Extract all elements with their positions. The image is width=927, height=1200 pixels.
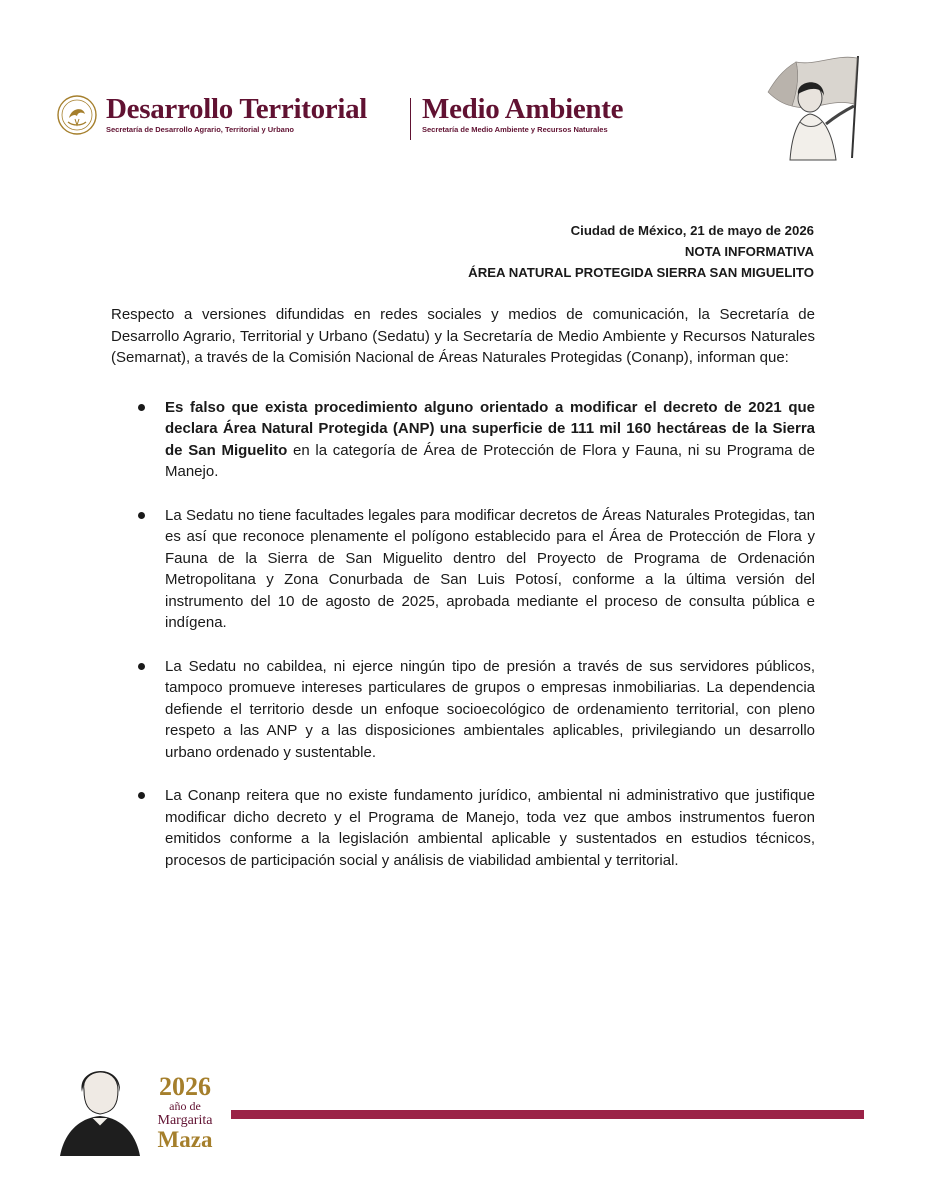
- bullet-list: [111, 397, 815, 872]
- year-line-3: Maza: [157, 1127, 213, 1152]
- intro-paragraph: Respecto a versiones difundidas en redes sociales y medios de comunicación, la Secretaría de Desarrollo Agrario, Territorial y Urbano (Sedatu) y la Secretaría de Medio Ambiente y Recursos Naturales (Semarnat), a través de la Comisión Nacional de Áreas Naturales Protegidas (Conanp), informan que:: [111, 306, 815, 366]
- bullet-1-text: en la categoría de Área de Protección de Flora y Fauna, ni su Programa de Manejo.: [165, 441, 815, 480]
- brand-sedatu-title: Desarrollo Territorial: [106, 93, 368, 125]
- year-emblem: [148, 1074, 222, 1152]
- year-number: 2026: [159, 1072, 211, 1101]
- brand-semarnat: [422, 92, 623, 134]
- bullet-4-text: La Conanp reitera que no existe fundamento jurídico, ambiental ni administrativo que justifique modificar dicho decreto y el Programa de Manejo, toda vez que ambos instrumentos fueron emitidos conforme a la legislación ambiental aplicable y sustentados en estudios técnicos, procesos de participación social y análisis de viabilidad ambiental y territorial.: [165, 787, 815, 869]
- brand-separator: [410, 98, 411, 140]
- bullet-icon: [138, 663, 145, 670]
- brand-sedatu-subtitle: Secretaría de Desarrollo Agrario, Territorial y Urbano: [106, 125, 294, 134]
- mexico-coat-of-arms-icon: [56, 94, 98, 136]
- margarita-maza-portrait: [56, 1060, 144, 1156]
- bullet-icon: [138, 792, 145, 799]
- bullet-2-text: La Sedatu no tiene facultades legales para modificar decretos de Áreas Naturales Protegidas, tan es así que reconoce plenamente el polígono establecido para el Área de Protección de Flora y Fauna de la Sierra de San Miguelito dentro del Proyecto de Programa de Ordenación Metropolitana y Zona Conurbada de San Luis Potosí, conforme a la última versión del instrumento del 10 de agosto de 2025, aprobada mediante el proceso de consulta pública e indígena.: [165, 506, 815, 631]
- bullet-icon: [138, 404, 145, 411]
- heroine-with-flag-illustration: [766, 52, 872, 162]
- place-date: Ciudad de México, 21 de mayo de 2026: [570, 223, 814, 238]
- year-line-1: año de: [169, 1099, 201, 1113]
- year-line-2: Margarita: [157, 1113, 213, 1128]
- list-item: [111, 397, 815, 483]
- letterhead: [56, 92, 676, 152]
- list-item: [111, 785, 815, 871]
- document-subject: ÁREA NATURAL PROTEGIDA SIERRA SAN MIGUELITO: [468, 265, 814, 280]
- document-heading: [468, 220, 814, 283]
- bullet-icon: [138, 512, 145, 519]
- footer: [56, 1060, 876, 1160]
- list-item: [111, 505, 815, 634]
- bullet-3-text: La Sedatu no cabildea, ni ejerce ningún tipo de presión a través de sus servidores públicos, tampoco promueve intereses particulares de grupos o empresas inmobiliarias. La dependencia defiende el territorio desde un enfoque socioecológico de ordenamiento territorial, con pleno respeto a las ANP y a las disposiciones ambientales aplicables, privilegiando un desarrollo urbano ordenado y sustentable.: [165, 657, 815, 761]
- brand-sedatu: [106, 92, 367, 134]
- brand-semarnat-subtitle: Secretaría de Medio Ambiente y Recursos Naturales: [422, 125, 608, 134]
- document-type: NOTA INFORMATIVA: [684, 244, 814, 259]
- list-item: [111, 656, 815, 764]
- brand-semarnat-title: Medio Ambiente: [422, 93, 624, 125]
- footer-bar: [231, 1110, 864, 1119]
- document-body: [111, 304, 815, 893]
- bullet-1-bold-text: Es falso que exista procedimiento alguno orientado a modificar el decreto de 2021 que declara Área Natural Protegida (ANP) una superficie de 111 mil 160 hectáreas de la Sierra de San Miguelito: [165, 398, 815, 459]
